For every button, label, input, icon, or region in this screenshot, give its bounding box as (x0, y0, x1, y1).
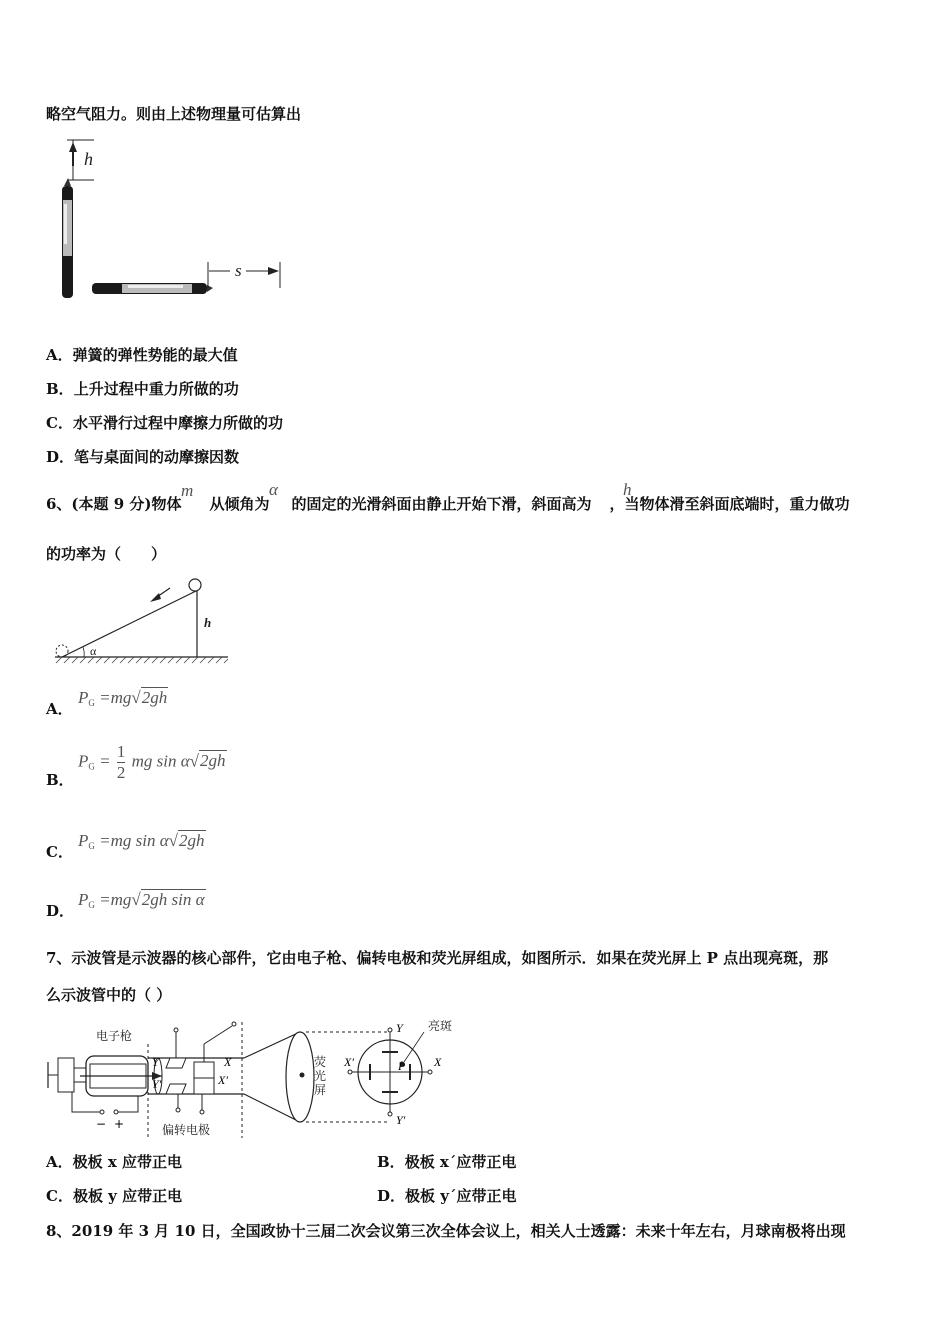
incline-alpha-label: α (90, 644, 97, 658)
q6-stem-line1: 6、(本题 9 分)物体 从倾角为 的固定的光滑斜面由静止开始下滑，斜面高为 ，当物体滑至斜面底端时，重力做功 (46, 495, 850, 513)
pen-figure (50, 138, 290, 303)
q7-stem-line1: 7、示波管是示波器的核心部件，它由电子枪、偏转电极和荧光屏组成，如图所示．如果在荧光屏上 P 点出现亮斑，那 (46, 949, 829, 967)
q7-option-d: D．极板 y´应带正电 (377, 1187, 517, 1205)
q6-option-d-key: D． (46, 902, 75, 920)
label-screen (314, 1055, 326, 1097)
svg-text:X: X (434, 1055, 442, 1069)
q5-option-b: B．上升过程中重力所做的功 (46, 380, 239, 398)
q6-stem-line2: 的功率为（ ） (46, 545, 167, 563)
svg-text:光: 光 (314, 1069, 327, 1083)
q5-tail-text: 略空气阻力。则由上述物理量可估算出 (46, 105, 302, 123)
q6-option-a-formula: $P_G =mg√2gh$ (78, 688, 168, 708)
q6-option-b-key: B． (46, 771, 74, 789)
svg-text:屏: 屏 (314, 1083, 327, 1097)
q5-option-a: A．弹簧的弹性势能的最大值 (46, 346, 238, 364)
q8-stem-line1: 8、2019 年 3 月 10 日，全国政协十三届二次会议第三次全体会议上，相关人士透露：未来十年左右，月球南极将出现 (46, 1222, 846, 1240)
q5-option-d: D．笔与桌面间的动摩擦因数 (46, 448, 240, 466)
q6-option-c-formula: $P_G =mg$ sin α√2gh (78, 831, 205, 851)
label-plus: + (114, 1117, 125, 1131)
label-electron-gun: 电子枪 (96, 1029, 133, 1043)
q6-symbol-m: m (181, 481, 194, 500)
q6-option-d-formula: $P_G =mg√2gh$ sin α (78, 890, 205, 910)
q7-option-b: B．极板 x´应带正电 (377, 1153, 517, 1171)
pen-s-label: s (235, 261, 242, 280)
svg-text:荧: 荧 (314, 1055, 327, 1069)
q6-option-a-key: A． (46, 700, 73, 718)
label-bright-spot: 亮斑 (428, 1019, 453, 1033)
q6-symbol-h: h (623, 480, 632, 499)
svg-text:P: P (398, 1059, 406, 1073)
incline-h-label: h (204, 615, 212, 630)
svg-text:X′: X′ (218, 1073, 228, 1087)
incline-figure (50, 575, 230, 667)
q7-option-c: C．极板 y 应带正电 (46, 1187, 183, 1205)
q5-option-c: C．水平滑行过程中摩擦力所做的功 (46, 414, 283, 432)
q7-option-a: A．极板 x 应带正电 (46, 1153, 183, 1171)
q6-option-b-formula: $P_G$ = $\frac{1}{2}$ mg sin α√2gh (78, 742, 226, 782)
q6-symbol-alpha: α (269, 480, 278, 499)
pen-h-label: h (84, 149, 93, 169)
label-minus: − (96, 1117, 107, 1131)
svg-text:Y′: Y′ (396, 1113, 406, 1127)
q6-option-c-key: C． (46, 843, 73, 861)
svg-text:X: X (224, 1055, 232, 1069)
svg-text:Y: Y (396, 1021, 403, 1035)
svg-text:Y′: Y′ (152, 1077, 162, 1091)
oscilloscope-figure (44, 1018, 464, 1142)
label-deflection-plates: 偏转电极 (162, 1123, 211, 1137)
svg-text:X′: X′ (344, 1055, 354, 1069)
q7-stem-line2: 么示波管中的（ ） (46, 986, 172, 1004)
svg-text:Y: Y (152, 1055, 159, 1069)
